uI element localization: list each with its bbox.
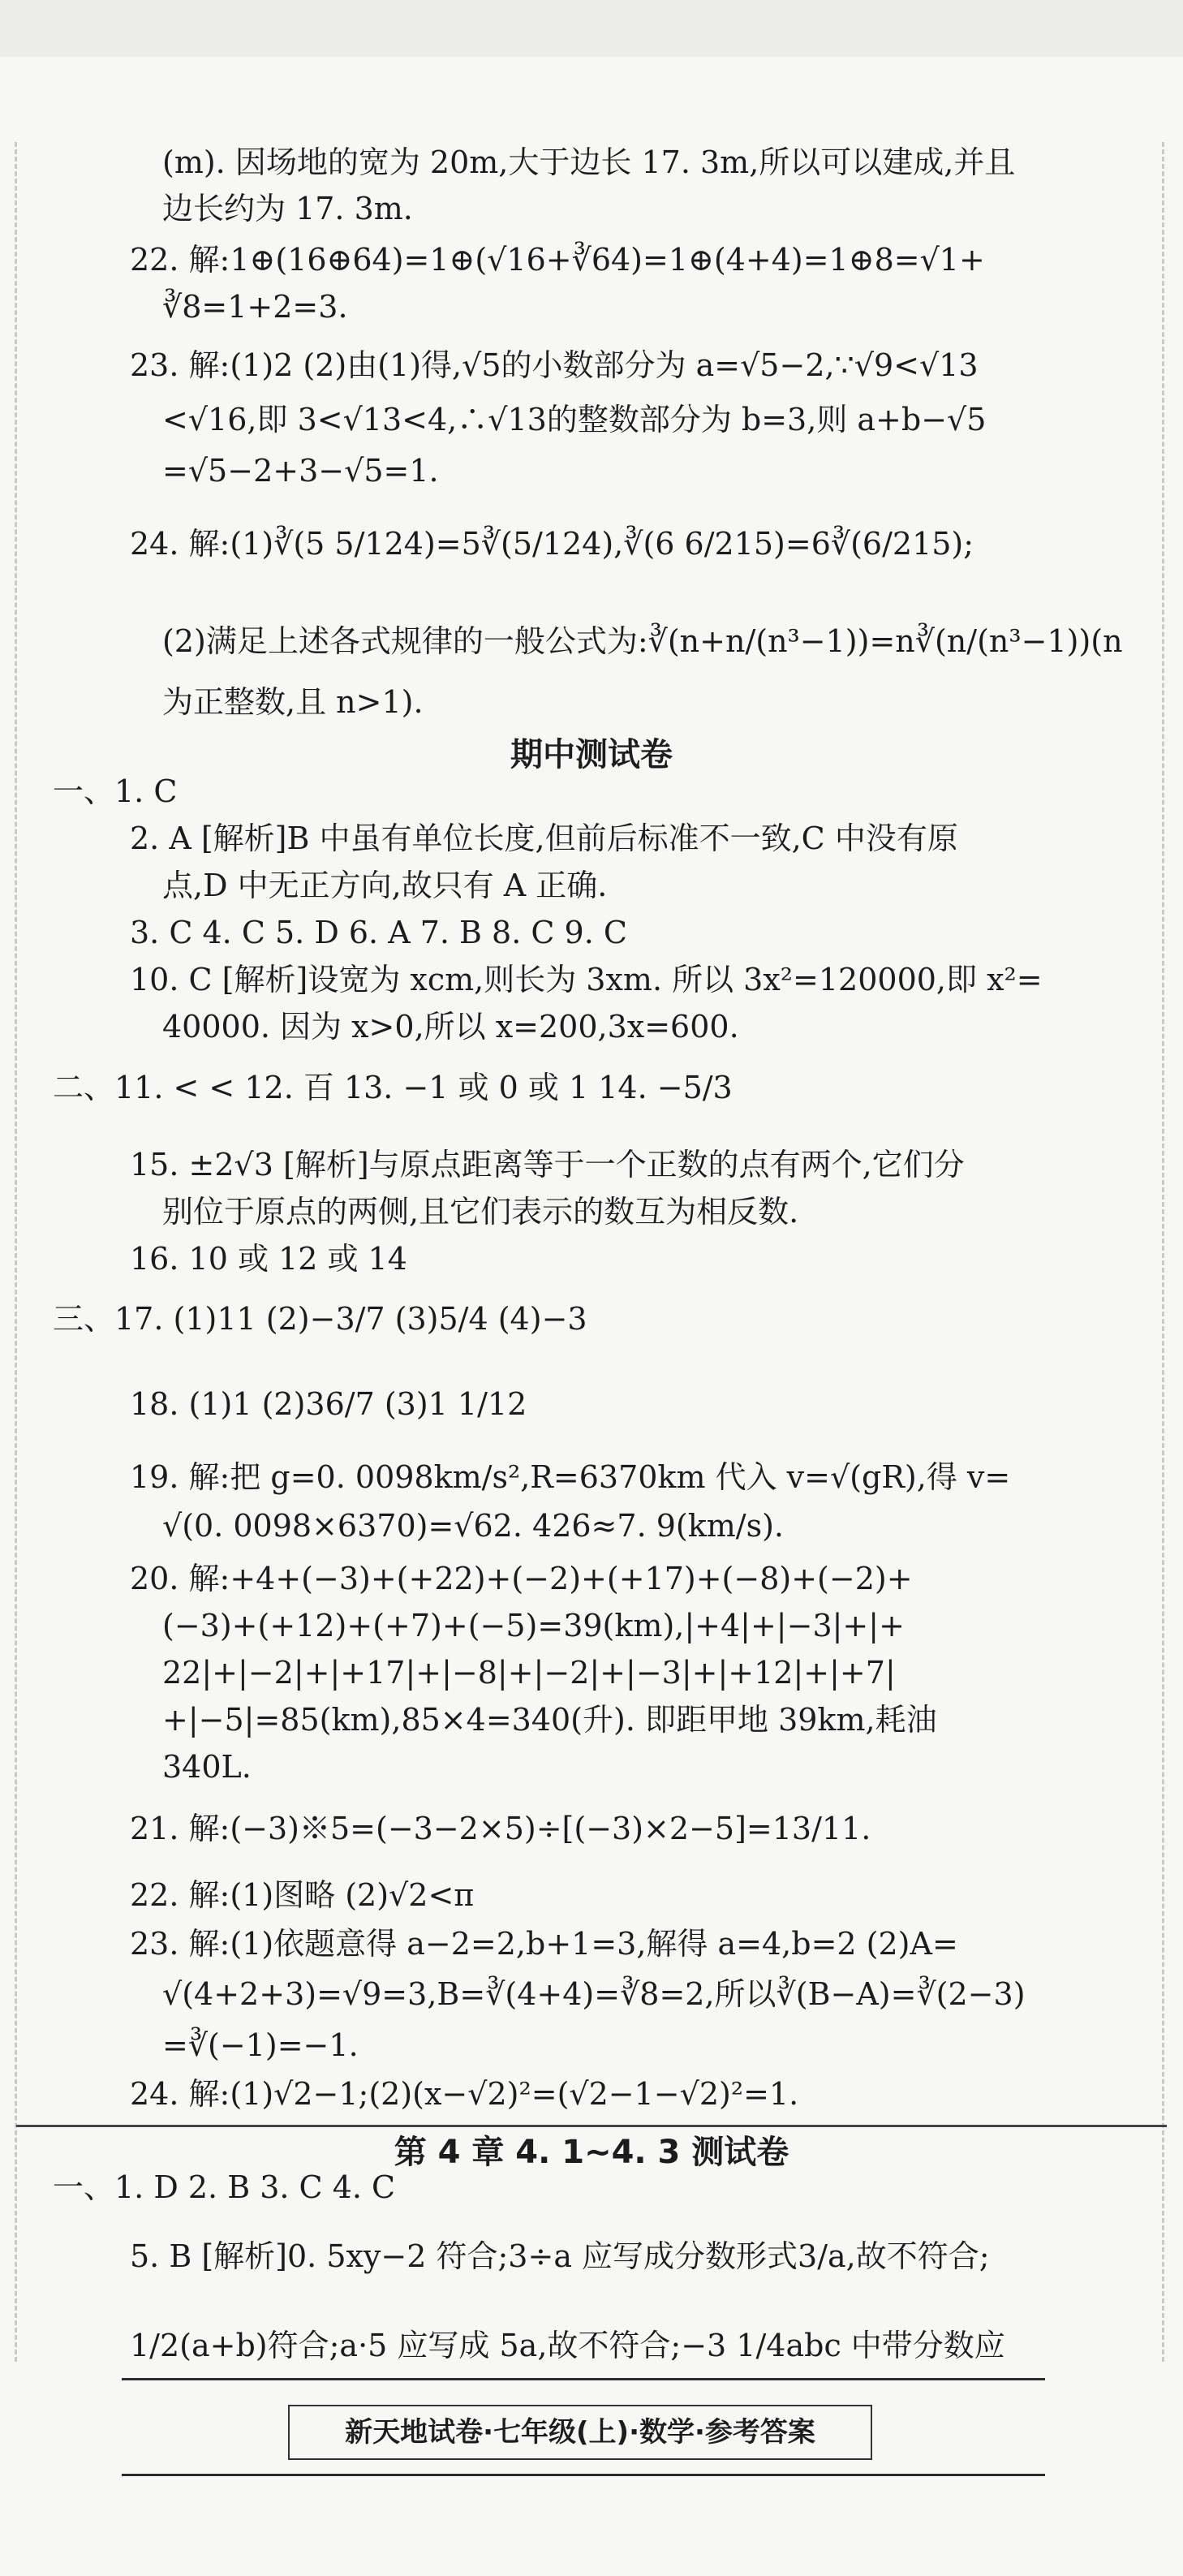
answer-line: 一、1. C <box>53 773 178 809</box>
answer-line: 边长约为 17. 3m. <box>162 191 413 226</box>
answer-line: 18. (1)1 (2)36/7 (3)1 1/12 <box>130 1386 527 1422</box>
answer-line: <√16,即 3<√13<4,∴√13的整数部分为 b=3,则 a+b−√5 <box>162 402 987 437</box>
answer-line: 点,D 中无正方向,故只有 A 正确. <box>162 868 608 903</box>
answer-line: =∛(−1)=−1. <box>162 2027 359 2063</box>
answer-line: 16. 10 或 12 或 14 <box>130 1241 407 1277</box>
answer-line: 21. 解:(−3)※5=(−3−2×5)÷[(−3)×2−5]=13/11. <box>130 1811 871 1846</box>
answer-line: 22. 解:(1)图略 (2)√2<π <box>130 1877 475 1913</box>
answer-line: √(0. 0098×6370)=√62. 426≈7. 9(km/s). <box>162 1508 784 1544</box>
answer-line: 15. ±2√3 [解析]与原点距离等于一个正数的点有两个,它们分 <box>130 1147 965 1182</box>
answer-line: 23. 解:(1)依题意得 a−2=2,b+1=3,解得 a=4,b=2 (2)A= <box>130 1926 958 1962</box>
answer-line: (2)满足上述各式规律的一般公式为:∛(n+n/(n³−1))=n∛(n/(n³−1))(n <box>162 623 1123 659</box>
answer-line: 24. 解:(1)∛(5 5/124)=5∛(5/124),∛(6 6/215)=6∛(6/215); <box>130 526 974 562</box>
answer-line: 为正整数,且 n>1). <box>162 684 424 720</box>
answer-line: 3. C 4. C 5. D 6. A 7. B 8. C 9. C <box>130 915 627 950</box>
answer-line: √(4+2+3)=√9=3,B=∛(4+4)=∛8=2,所以∛(B−A)=∛(2−3) <box>162 1976 1026 2012</box>
answer-line: 23. 解:(1)2 (2)由(1)得,√5的小数部分为 a=√5−2,∵√9<√13 <box>130 347 979 383</box>
footer-banner: 新天地试卷·七年级(上)·数学·参考答案 <box>288 2405 872 2460</box>
answer-line: 22. 解:1⊕(16⊕64)=1⊕(√16+∛64)=1⊕(4+4)=1⊕8=√1+ <box>130 242 985 278</box>
answer-line: 24. 解:(1)√2−1;(2)(x−√2)²=(√2−1−√2)²=1. <box>130 2076 799 2112</box>
answer-line: 三、17. (1)11 (2)−3/7 (3)5/4 (4)−3 <box>53 1301 587 1337</box>
answer-line: 19. 解:把 g=0. 0098km/s²,R=6370km 代入 v=√(gR),得 v= <box>130 1459 1011 1495</box>
answer-line: (m). 因场地的宽为 20m,大于边长 17. 3m,所以可以建成,并且 <box>162 144 1016 180</box>
answer-line: 5. B [解析]0. 5xy−2 符合;3÷a 应写成分数形式3/a,故不符合; <box>130 2238 990 2274</box>
answer-line: 20. 解:+4+(−3)+(+22)+(−2)+(+17)+(−8)+(−2)+ <box>130 1561 913 1596</box>
right-binding-dashed-line <box>1162 142 1164 2362</box>
answer-line: 二、11. < < 12. 百 13. −1 或 0 或 1 14. −5/3 <box>53 1070 733 1105</box>
answer-line: (−3)+(+12)+(+7)+(−5)=39(km),|+4|+|−3|+|+ <box>162 1608 905 1643</box>
answer-line: +|−5|=85(km),85×4=340(升). 即距甲地 39km,耗油 <box>162 1702 937 1738</box>
answer-line: 别位于原点的两侧,且它们表示的数互为相反数. <box>162 1194 799 1230</box>
answer-line: 一、1. D 2. B 3. C 4. C <box>53 2169 396 2205</box>
answer-line: 10. C [解析]设宽为 xcm,则长为 3xm. 所以 3x²=120000,即 x²= <box>130 962 1043 997</box>
answer-line: 340L. <box>162 1749 252 1785</box>
footer-top-rule <box>122 2378 1045 2380</box>
answer-line: 40000. 因为 x>0,所以 x=200,3x=600. <box>162 1009 739 1045</box>
section-title-midterm: 期中测试卷 <box>510 736 673 773</box>
answer-line: 22|+|−2|+|+17|+|−8|+|−2|+|−3|+|+12|+|+7| <box>162 1655 896 1691</box>
answer-line: ∛8=1+2=3. <box>162 289 348 325</box>
answer-line: 1/2(a+b)符合;a·5 应写成 5a,故不符合;−3 1/4abc 中带分数应 <box>130 2328 1005 2363</box>
left-binding-dashed-line <box>15 142 17 2362</box>
answer-line: =√5−2+3−√5=1. <box>162 453 439 489</box>
footer-bottom-rule <box>122 2474 1045 2476</box>
top-margin-band <box>0 0 1183 57</box>
answer-line: 2. A [解析]B 中虽有单位长度,但前后标准不一致,C 中没有原 <box>130 821 958 856</box>
section-title-chapter4: 第 4 章 4. 1~4. 3 测试卷 <box>394 2134 789 2171</box>
